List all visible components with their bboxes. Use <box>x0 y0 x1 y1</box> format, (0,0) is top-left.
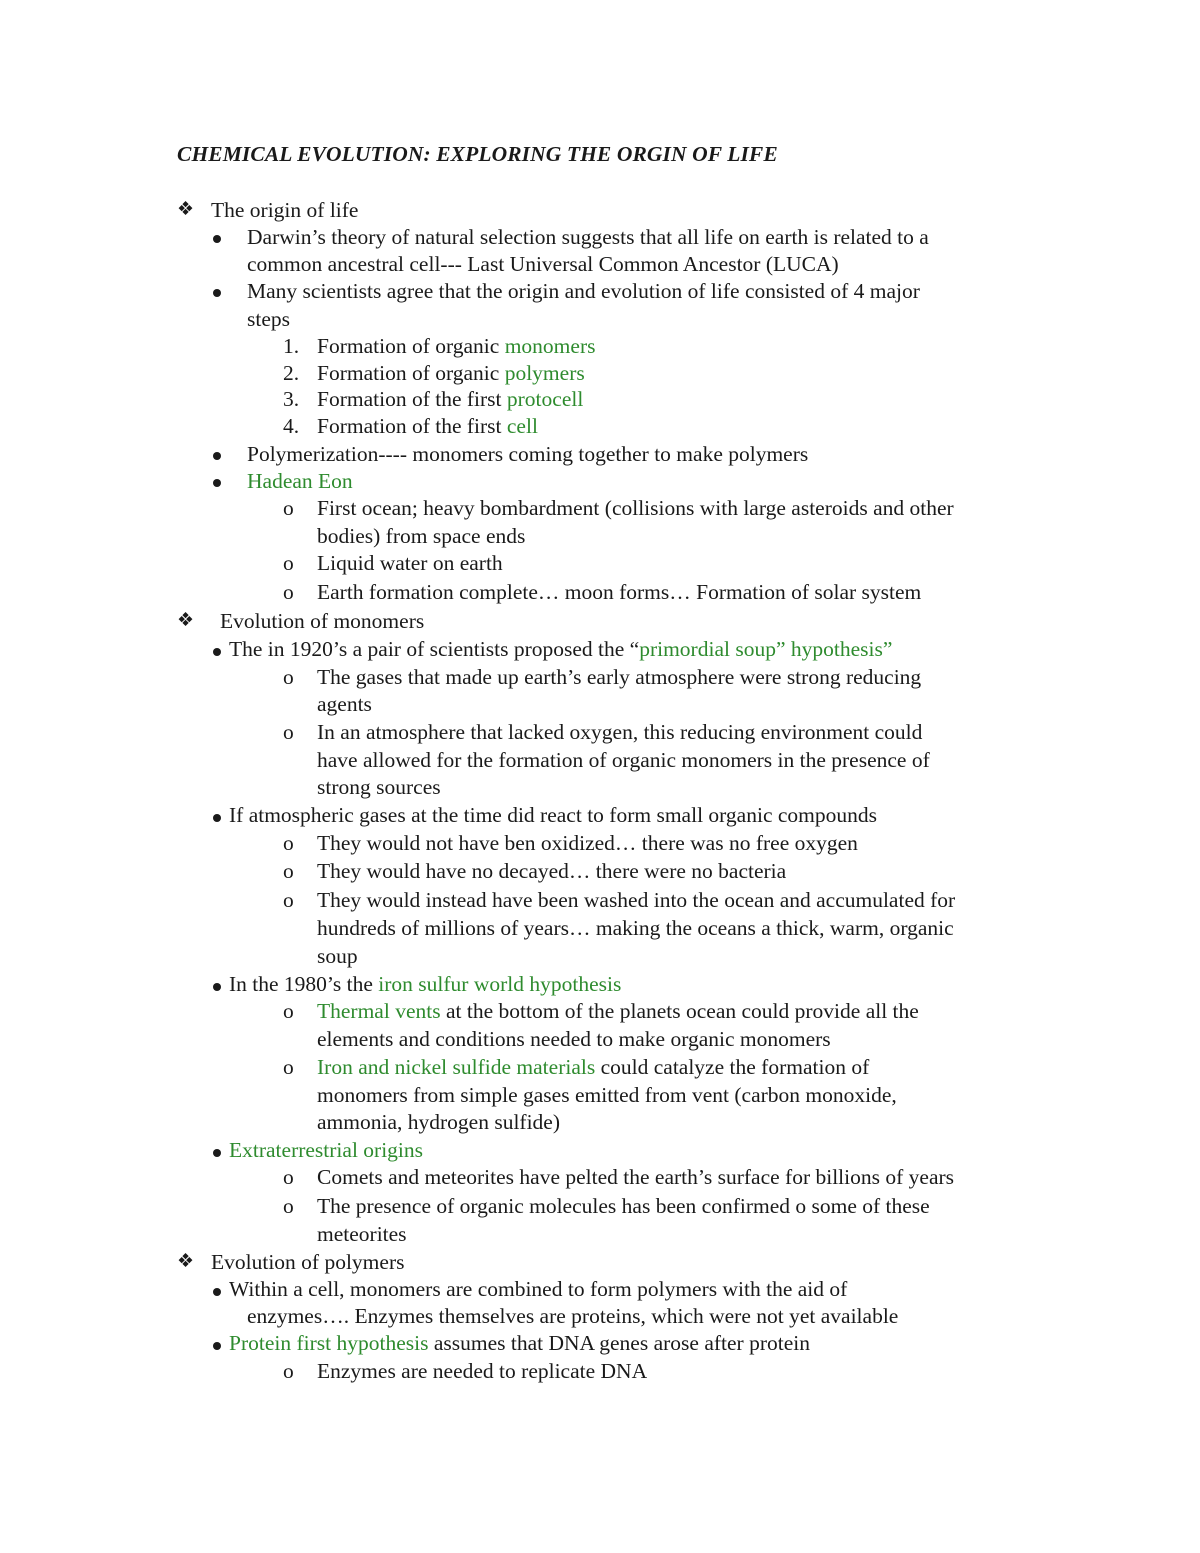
text-line: steps <box>247 307 290 331</box>
text-line: Within a cell, monomers are combined to form polymers with the aid of <box>229 1277 848 1301</box>
bullet-dot-icon <box>213 439 221 467</box>
step-number: 4. <box>283 414 300 438</box>
text-line: ammonia, hydrogen sulfide) <box>317 1110 561 1134</box>
text-line: common ancestral cell--- Last Universal Common Ancestor (LUCA) <box>247 252 839 276</box>
bullet-dot-icon <box>213 222 221 250</box>
text-line: The in 1920’s a pair of scientists proposed the “primordial soup” hypothesis” <box>229 637 893 661</box>
circle-bullet-icon: o <box>283 496 294 520</box>
circle-bullet-icon: o <box>283 580 294 604</box>
text-line: monomers from simple gases emitted from vent (carbon monoxide, <box>317 1083 897 1107</box>
text-line: In the 1980’s the iron sulfur world hypothesis <box>229 972 622 996</box>
text-line: Liquid water on earth <box>317 551 503 575</box>
section-heading-polymers: Evolution of polymers <box>211 1250 405 1274</box>
text-line: The gases that made up earth’s early atmosphere were strong reducing <box>317 665 922 689</box>
section-heading-monomers: Evolution of monomers <box>220 609 425 633</box>
text-line-highlight: Extraterrestrial origins <box>229 1138 424 1162</box>
text-line: In an atmosphere that lacked oxygen, this reducing environment could <box>317 720 923 744</box>
circle-bullet-icon: o <box>283 1359 294 1383</box>
text-line: strong sources <box>317 775 441 799</box>
list-item-step: Formation of the first protocell <box>317 387 584 411</box>
circle-bullet-icon: o <box>283 720 294 744</box>
section-heading-origin: The origin of life <box>211 198 359 222</box>
text-line: Comets and meteorites have pelted the earth’s surface for billions of years <box>317 1165 955 1189</box>
text-line: soup <box>317 944 358 968</box>
text-line: hundreds of millions of years… making the oceans a thick, warm, organic <box>317 916 954 940</box>
diamond-bullet-icon: ❖ <box>177 199 195 220</box>
text-line: They would not have ben oxidized… there was no free oxygen <box>317 831 858 855</box>
text-line: Many scientists agree that the origin and evolution of life consisted of 4 major <box>247 279 920 303</box>
text-line: Protein first hypothesis assumes that DNA genes arose after protein <box>229 1331 810 1355</box>
circle-bullet-icon: o <box>283 551 294 575</box>
bullet-dot-icon <box>213 466 221 494</box>
text-line: Darwin’s theory of natural selection suggests that all life on earth is related to a <box>247 225 929 249</box>
circle-bullet-icon: o <box>283 999 294 1023</box>
text-line: They would have no decayed… there were no bacteria <box>317 859 787 883</box>
bullet-dot-icon <box>213 1136 221 1164</box>
circle-bullet-icon: o <box>283 859 294 883</box>
bullet-dot-icon <box>213 1275 221 1303</box>
document-title: CHEMICAL EVOLUTION: EXPLORING THE ORGIN OF LIFE <box>177 142 778 166</box>
text-line: meteorites <box>317 1222 407 1246</box>
bullet-dot-icon <box>213 970 221 998</box>
circle-bullet-icon: o <box>283 888 294 912</box>
text-line: Enzymes are needed to replicate DNA <box>317 1359 648 1383</box>
diamond-bullet-icon: ❖ <box>177 1251 195 1272</box>
text-line: enzymes…. Enzymes themselves are proteins, which were not yet available <box>247 1304 899 1328</box>
circle-bullet-icon: o <box>283 665 294 689</box>
circle-bullet-icon: o <box>283 1194 294 1218</box>
bullet-dot-icon <box>213 635 221 663</box>
list-item-step: Formation of organic polymers <box>317 361 585 385</box>
text-line: agents <box>317 692 372 716</box>
text-line-highlight: Hadean Eon <box>247 469 353 493</box>
text-line: They would instead have been washed into the ocean and accumulated for <box>317 888 956 912</box>
step-number: 3. <box>283 387 300 411</box>
bullet-dot-icon <box>213 1329 221 1357</box>
text-line: The presence of organic molecules has been confirmed o some of these <box>317 1194 930 1218</box>
text-line: Polymerization---- monomers coming together to make polymers <box>247 442 809 466</box>
list-item-step: Formation of the first cell <box>317 414 538 438</box>
step-number: 2. <box>283 361 300 385</box>
text-line: Earth formation complete… moon forms… Formation of solar system <box>317 580 922 604</box>
step-number: 1. <box>283 334 300 358</box>
diamond-bullet-icon: ❖ <box>177 610 195 631</box>
text-line: First ocean; heavy bombardment (collisions with large asteroids and other <box>317 496 954 520</box>
bullet-dot-icon <box>213 276 221 304</box>
text-line: bodies) from space ends <box>317 524 526 548</box>
circle-bullet-icon: o <box>283 1165 294 1189</box>
text-line: Thermal vents at the bottom of the planets ocean could provide all the <box>317 999 919 1023</box>
text-line: Iron and nickel sulfide materials could catalyze the formation of <box>317 1055 870 1079</box>
text-line: have allowed for the formation of organic monomers in the presence of <box>317 748 930 772</box>
circle-bullet-icon: o <box>283 1055 294 1079</box>
circle-bullet-icon: o <box>283 831 294 855</box>
bullet-dot-icon <box>213 801 221 829</box>
text-line: If atmospheric gases at the time did react to form small organic compounds <box>229 803 878 827</box>
list-item-step: Formation of organic monomers <box>317 334 596 358</box>
text-line: elements and conditions needed to make organic monomers <box>317 1027 831 1051</box>
